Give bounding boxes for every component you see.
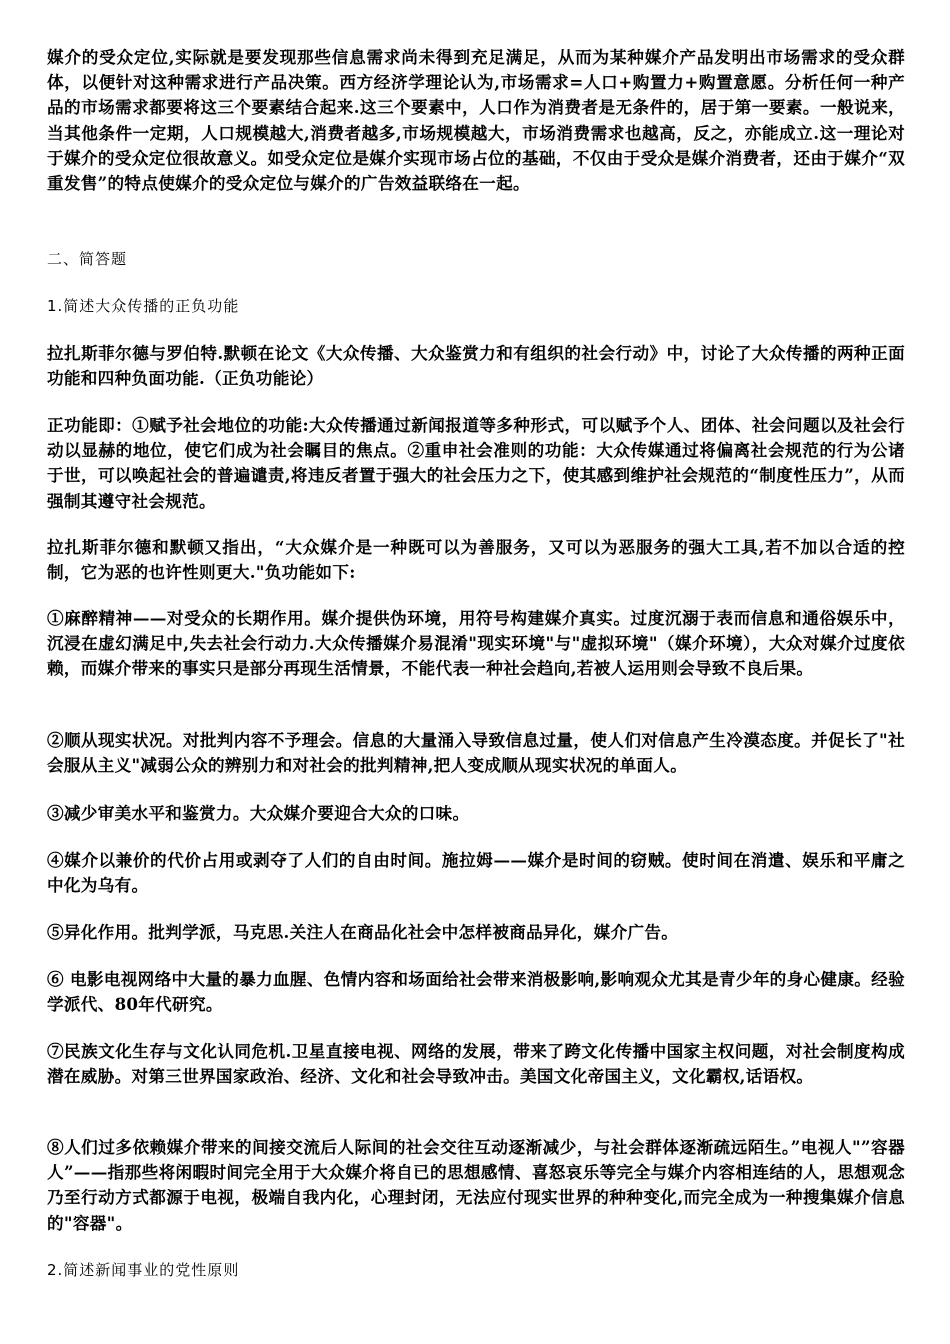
paragraph-negative-intro: 拉扎斯菲尔德和默顿又指出，“大众媒介是一种既可以为善服务，又可以为恶服务的强大工具,若不加以合适的控制，它为恶的也许性则更大."负功能如下: — [47, 537, 905, 583]
section-title: 二、简答题 — [47, 250, 128, 268]
paragraph-positive-functions: 正功能即：①赋予社会地位的功能:大众传播通过新闻报道等多种形式，可以赋予个人、团体、社会问题以及社会行动以显赫的地位，使它们成为社会瞩目的焦点。②重申社会准则的功能：大众传媒通过将偏离社会规范的行为公诸于世，可以唤起社会的普遍谴责,将违反者置于强大的社会压力之下，使其感到维护社会规范的“制度性压力”，从而强制其遵守社会规范。 — [47, 415, 905, 511]
paragraph-negative-6: ⑥ 电影电视网络中大量的暴力血腥、色情内容和场面给社会带来消极影响,影响观众尤其是青少年的身心健康。经验学派代、80年代研究。 — [47, 969, 905, 1015]
paragraph-negative-3: ③减少审美水平和鉴赏力。大众媒介要迎合大众的口味。 — [47, 803, 470, 823]
question-2-title: 2.简述新闻事业的党性原则 — [47, 1261, 240, 1279]
paragraph-negative-8: ⑧人们过多依赖媒介带来的间接交流后人际间的社会交往互动逐渐减少，与社会群体逐渐疏远陌生。”电视人"”容器人”——指那些将闲暇时间完全用于大众媒介将自已的思想感情、喜怒哀乐等完全与媒介内容相连结的人，思想观念乃至行动方式都源于电视，极端自我内化，心理封闭，无法应付现实世界的种种变化,而完全成为一种搜集媒介信息的"容器"。 — [47, 1137, 905, 1233]
paragraph-negative-5: ⑤异化作用。批判学派，马克思.关注人在商品化社会中怎样被商品异化，媒介广告。 — [47, 922, 679, 942]
paragraph-negative-7: ⑦民族文化生存与文化认同危机.卫星直接电视、网络的发展，带来了跨文化传播中国家主权问题，对社会制度构成潜在威胁。对第三世界国家政治、经济、文化和社会导致冲击。美国文化帝国主义，文化霸权,话语权。 — [47, 1041, 905, 1087]
paragraph-negative-1: ①麻醉精神——对受众的长期作用。媒介提供伪环境，用符号构建媒介真实。过度沉溺于表而信息和通俗娱乐中，沉浸在虚幻满足中,失去社会行动力.大众传播媒介易混淆"现实环境"与"虚拟环境"（媒介环境），大众对媒介过度依赖，而媒介带来的事实只是部分再现生活情景，不能代表一种社会趋向,若被人运用则会导致不良后果。 — [47, 608, 905, 679]
question-1-title: 1.简述大众传播的正负功能 — [47, 297, 240, 315]
paragraph-q1-intro: 拉扎斯菲尔德与罗伯特.默顿在论文《大众传播、大众鉴赏力和有组织的社会行动》中，讨论了大众传播的两种正面功能和四种负面功能.（正负功能论） — [47, 343, 905, 389]
paragraph-negative-4: ④媒介以兼价的代价占用或剥夺了人们的自由时间。施拉姆——媒介是时间的窃贼。使时间在消遣、娱乐和平庸之中化为乌有。 — [47, 850, 905, 896]
paragraph-audience-positioning: 媒介的受众定位,实际就是要发现那些信息需求尚未得到充足满足，从而为某种媒介产品发明出市场需求的受众群体，以便针对这种需求进行产品决策。西方经济学理论认为,市场需求=人口+购置力+购置意愿。分析任何一种产品的市场需求都要将这三个要素结合起来.这三个要素中，人口作为消费者是无条件的，居于第一要素。一般说来，当其他条件一定期，人口规模越大,消费者越多,市场规模越大，市场消费需求也越高，反之，亦能成立.这一理论对于媒介的受众定位很故意义。如受众定位是媒介实现市场占位的基础，不仅由于受众是媒介消费者，还由于媒介“双重发售”的特点使媒介的受众定位与媒介的广告效益联络在一起。 — [47, 47, 905, 194]
paragraph-negative-2: ②顺从现实状况。对批判内容不予理会。信息的大量涌入导致信息过量，使人们对信息产生冷漠态度。并促长了"社会服从主义"减弱公众的辨别力和对社会的批判精神,把人变成顺从现实状况的单面人。 — [47, 730, 905, 776]
